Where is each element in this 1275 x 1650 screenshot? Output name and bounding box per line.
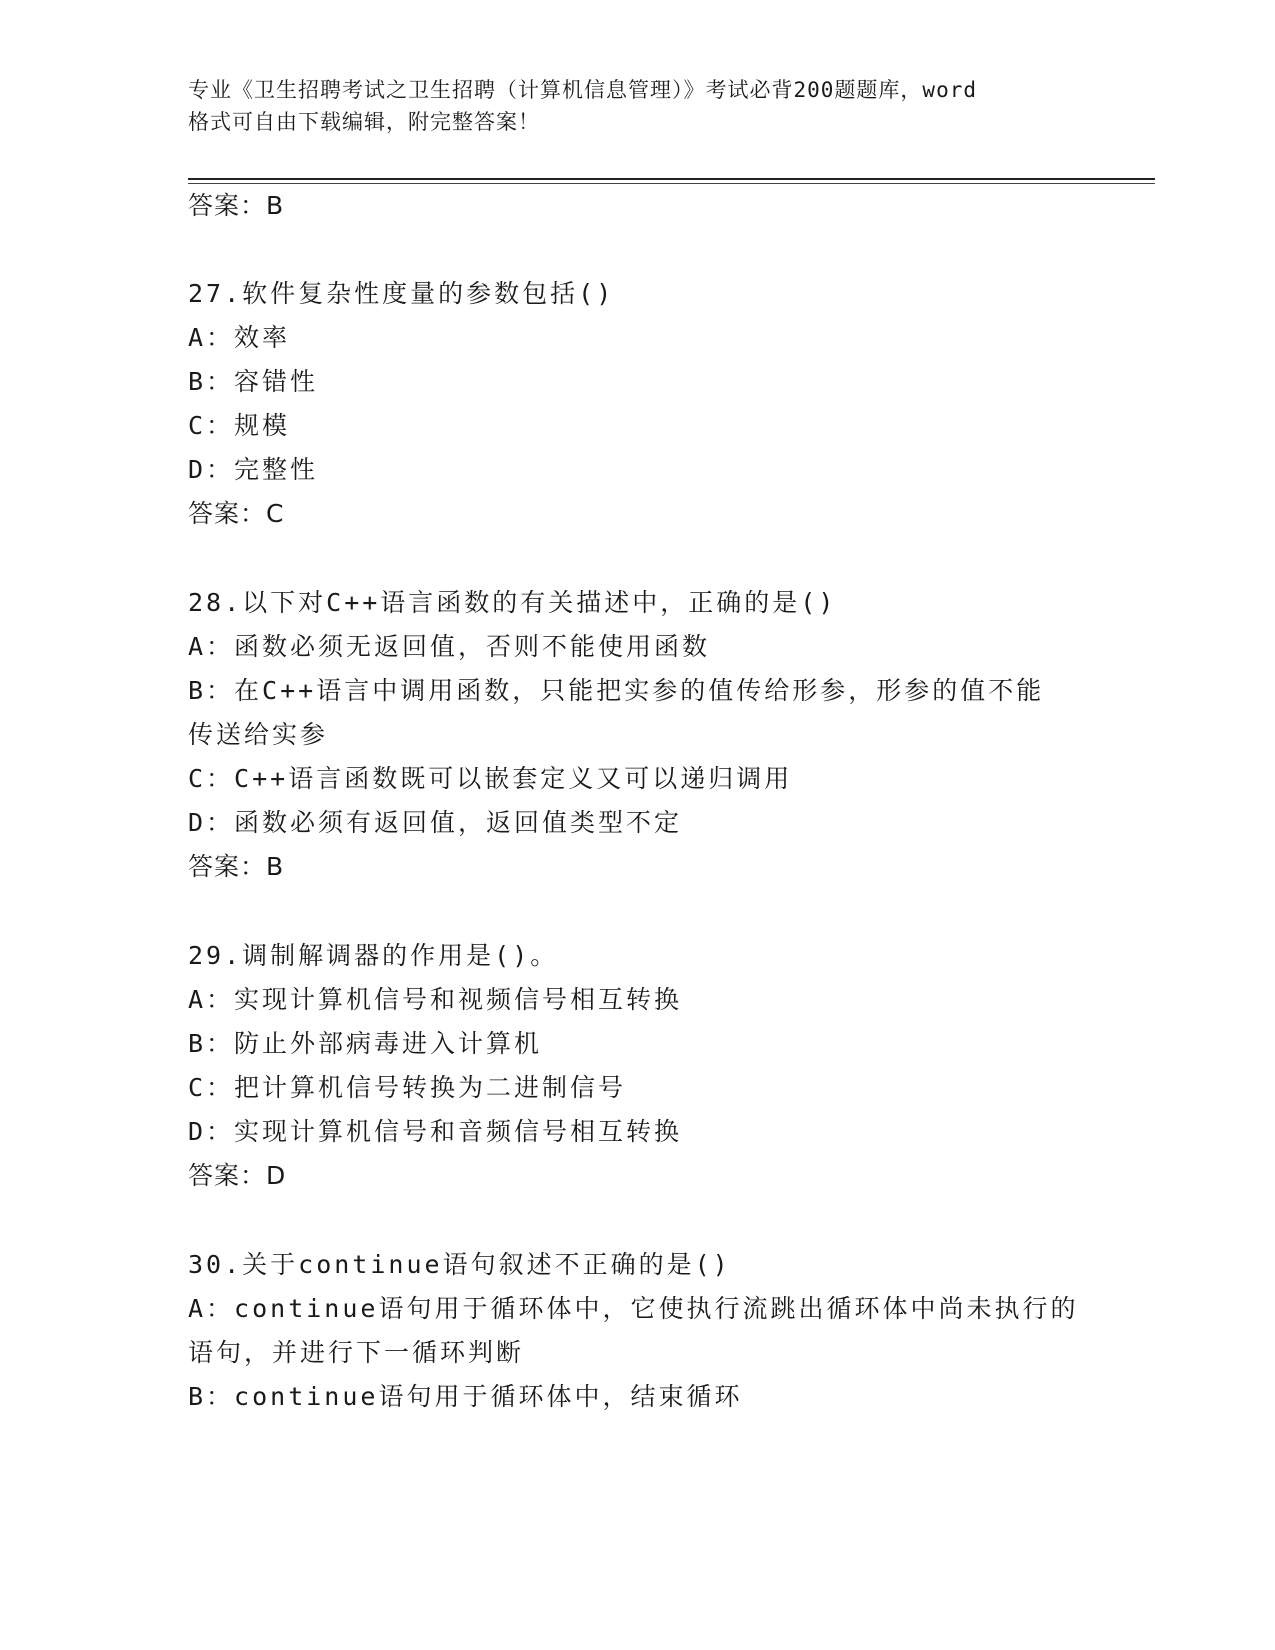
question-28-option-b-continued: 传送给实参: [188, 720, 329, 749]
question-27-stem: 27.软件复杂性度量的参数包括(): [188, 279, 615, 308]
question-30-option-a-continued: 语句，并进行下一循环判断: [188, 1338, 525, 1367]
answer-q28: 答案：B: [188, 852, 285, 881]
header-divider-thick: [188, 178, 1155, 180]
question-30-stem: 30.关于continue语句叙述不正确的是(): [188, 1250, 731, 1279]
header-title-line-2: 格式可自由下载编辑，附完整答案！: [188, 110, 540, 134]
question-28-option-a: A：函数必须无返回值，否则不能使用函数: [188, 632, 711, 661]
question-28-option-b: B：在C++语言中调用函数，只能把实参的值传给形参，形参的值不能: [188, 676, 1045, 705]
page-header: [188, 74, 1088, 138]
question-29-option-d: D：实现计算机信号和音频信号相互转换: [188, 1117, 683, 1146]
header-title-line-1: 专业《卫生招聘考试之卫生招聘（计算机信息管理）》考试必背200题题库，word: [188, 78, 977, 102]
header-divider-thin: [188, 183, 1155, 184]
question-27-option-b: B：容错性: [188, 367, 319, 396]
question-28-option-c: C：C++语言函数既可以嵌套定义又可以递归调用: [188, 764, 793, 793]
question-29-stem: 29.调制解调器的作用是()。: [188, 941, 559, 970]
question-28-option-d: D：函数必须有返回值，返回值类型不定: [188, 808, 683, 837]
question-29-option-b: B：防止外部病毒进入计算机: [188, 1029, 543, 1058]
question-30-option-b: B：continue语句用于循环体中，结束循环: [188, 1382, 743, 1411]
question-27-option-a: A：效率: [188, 323, 291, 352]
answer-q29: 答案：D: [188, 1161, 287, 1190]
question-27-option-d: D：完整性: [188, 455, 319, 484]
answer-q26: 答案：B: [188, 191, 285, 220]
answer-q27: 答案：C: [188, 499, 285, 528]
question-28-stem: 28.以下对C++语言函数的有关描述中，正确的是(): [188, 588, 837, 617]
question-29-option-a: A：实现计算机信号和视频信号相互转换: [188, 985, 683, 1014]
question-29-option-c: C：把计算机信号转换为二进制信号: [188, 1073, 627, 1102]
question-27-option-c: C：规模: [188, 411, 291, 440]
question-30-option-a: A：continue语句用于循环体中，它使执行流跳出循环体中尚未执行的: [188, 1294, 1079, 1323]
